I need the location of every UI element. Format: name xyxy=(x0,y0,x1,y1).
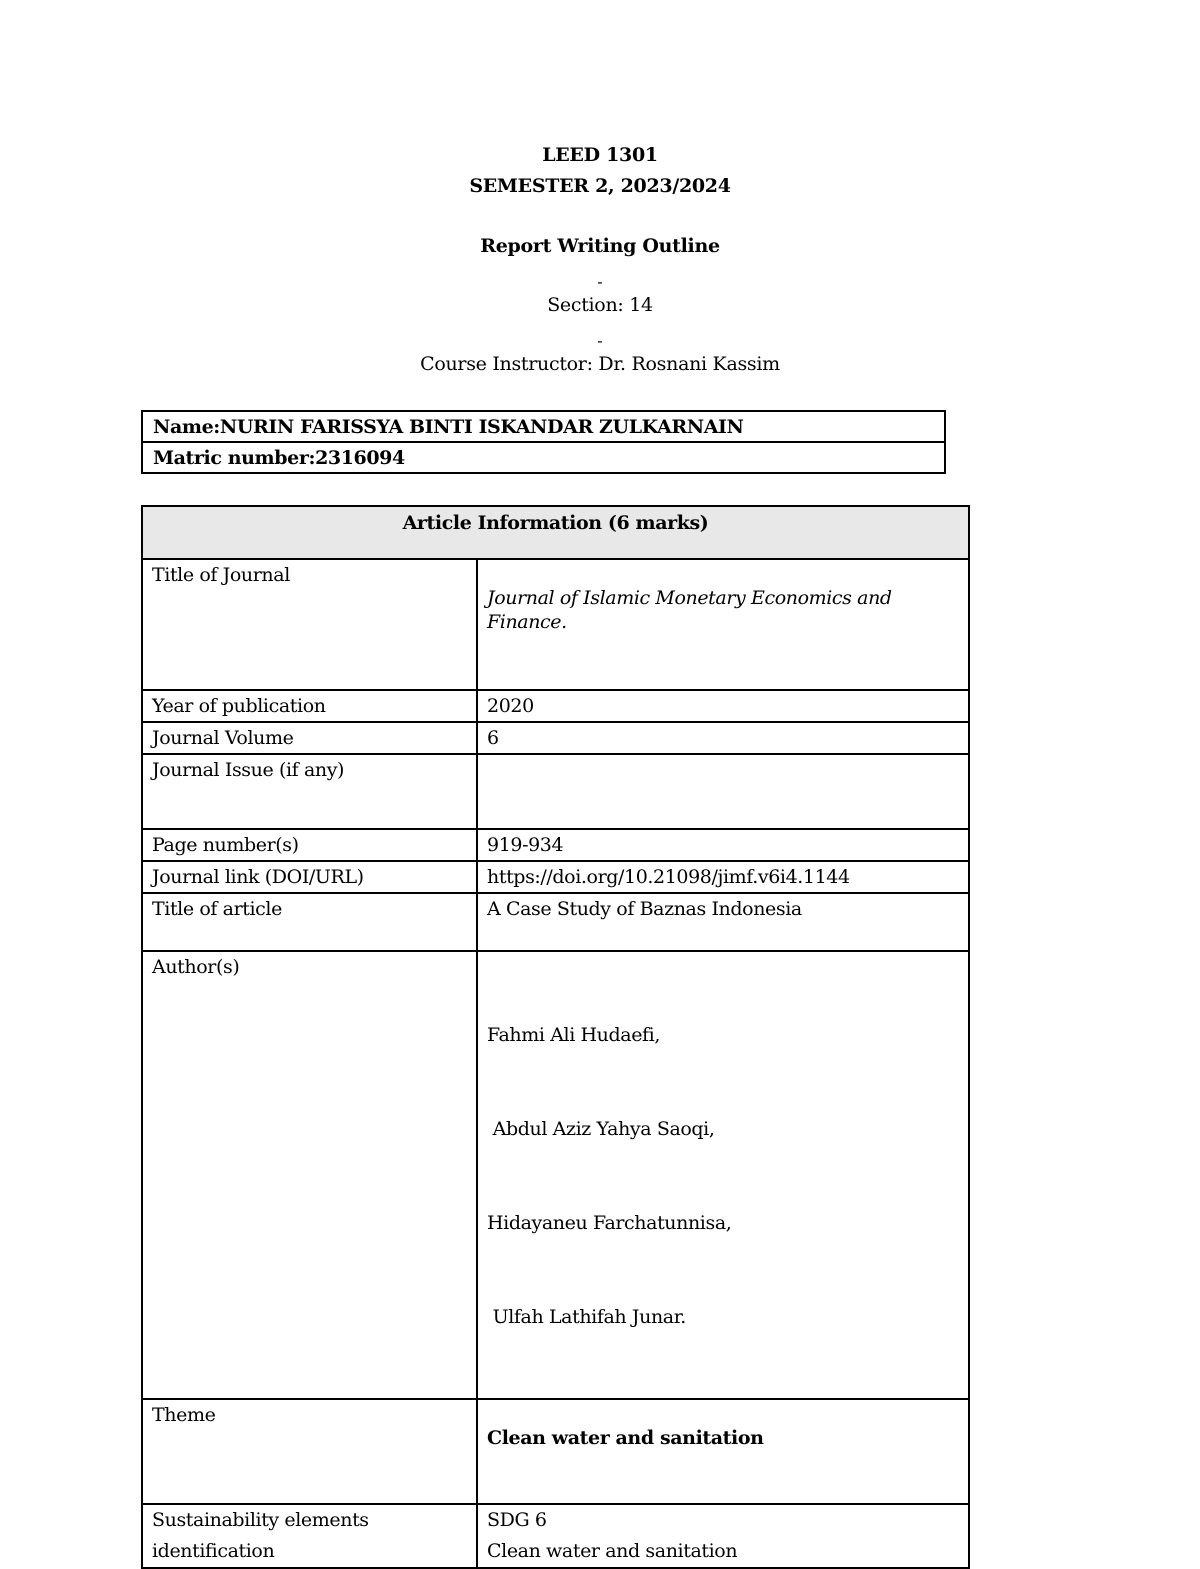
row-value xyxy=(477,754,969,829)
row-label xyxy=(142,754,477,829)
year-label: Year of publication xyxy=(152,695,326,717)
authors-list xyxy=(487,952,968,1398)
course-code: LEED 1301 xyxy=(542,144,658,166)
sdg-number: SDG 6 xyxy=(487,1509,547,1531)
table-row xyxy=(142,829,969,861)
table-row xyxy=(142,1399,969,1504)
table-row xyxy=(142,690,969,722)
row-value xyxy=(477,1399,969,1504)
theme-value: Clean water and sanitation xyxy=(487,1427,764,1449)
row-label xyxy=(142,690,477,722)
issue-value xyxy=(487,755,968,758)
journal-title-value: Journal of Islamic Monetary Economics and Finance. xyxy=(487,587,892,633)
row-value xyxy=(477,829,969,861)
table-row xyxy=(142,1504,969,1568)
theme-label: Theme xyxy=(152,1404,216,1426)
pages-value: 919-934 xyxy=(487,834,564,856)
article-info-table xyxy=(141,505,970,1569)
matric-value: 2316094 xyxy=(315,446,405,469)
separator-dash: - xyxy=(597,272,603,291)
row-value xyxy=(477,951,969,1399)
sustainability-label-line2: identification xyxy=(152,1540,275,1562)
list-item: Hidayaneu Farchatunnisa, xyxy=(487,1212,732,1234)
article-heading-row xyxy=(142,506,969,559)
table-row xyxy=(142,861,969,893)
student-matric-cell xyxy=(142,442,945,473)
sdg-description: Clean water and sanitation xyxy=(487,1540,738,1562)
row-value xyxy=(477,1504,969,1568)
course-instructor: Course Instructor: Dr. Rosnani Kassim xyxy=(420,353,780,375)
row-label xyxy=(142,1504,477,1568)
student-name-value: NURIN FARISSYA BINTI ISKANDAR ZULKARNAIN xyxy=(219,415,744,438)
list-item: Fahmi Ali Hudaefi, xyxy=(487,1024,660,1046)
article-title-value: A Case Study of Baznas Indonesia xyxy=(487,898,802,920)
row-label xyxy=(142,893,477,951)
matric-label: Matric number: xyxy=(153,446,316,469)
authors-label: Author(s) xyxy=(152,956,240,978)
row-value xyxy=(477,722,969,754)
volume-value: 6 xyxy=(487,727,499,749)
row-label xyxy=(142,722,477,754)
student-info-table xyxy=(141,410,946,474)
row-label xyxy=(142,951,477,1399)
section-number: Section: 14 xyxy=(547,294,653,316)
table-row xyxy=(142,951,969,1399)
table-row xyxy=(142,559,969,690)
list-item: Abdul Aziz Yahya Saoqi, xyxy=(487,1118,715,1140)
row-value xyxy=(477,893,969,951)
row-label xyxy=(142,861,477,893)
row-label xyxy=(142,559,477,690)
volume-label: Journal Volume xyxy=(152,727,294,749)
row-label xyxy=(142,829,477,861)
table-row xyxy=(142,754,969,829)
row-value xyxy=(477,861,969,893)
document-title: Report Writing Outline xyxy=(480,235,720,257)
row-label xyxy=(142,1399,477,1504)
year-value: 2020 xyxy=(487,695,534,717)
student-name-cell xyxy=(142,411,945,442)
article-heading: Article Information (6 marks) xyxy=(142,506,969,559)
journal-title-label: Title of Journal xyxy=(152,564,290,586)
student-name-row xyxy=(142,411,945,442)
student-name-label: Name: xyxy=(153,415,220,438)
table-row xyxy=(142,893,969,951)
journal-link-label: Journal link (DOI/URL) xyxy=(152,866,364,888)
separator-dash: - xyxy=(597,331,603,350)
table-row xyxy=(142,722,969,754)
list-item: Ulfah Lathifah Junar. xyxy=(487,1306,686,1328)
issue-label: Journal Issue (if any) xyxy=(152,759,345,781)
sustainability-label-line1: Sustainability elements xyxy=(152,1509,369,1531)
journal-link-value[interactable]: https://doi.org/10.21098/jimf.v6i4.1144 xyxy=(487,866,850,888)
row-value xyxy=(477,690,969,722)
article-title-label: Title of article xyxy=(152,898,282,920)
row-value xyxy=(477,559,969,690)
semester: SEMESTER 2, 2023/2024 xyxy=(469,175,731,197)
student-matric-row xyxy=(142,442,945,473)
pages-label: Page number(s) xyxy=(152,834,299,856)
